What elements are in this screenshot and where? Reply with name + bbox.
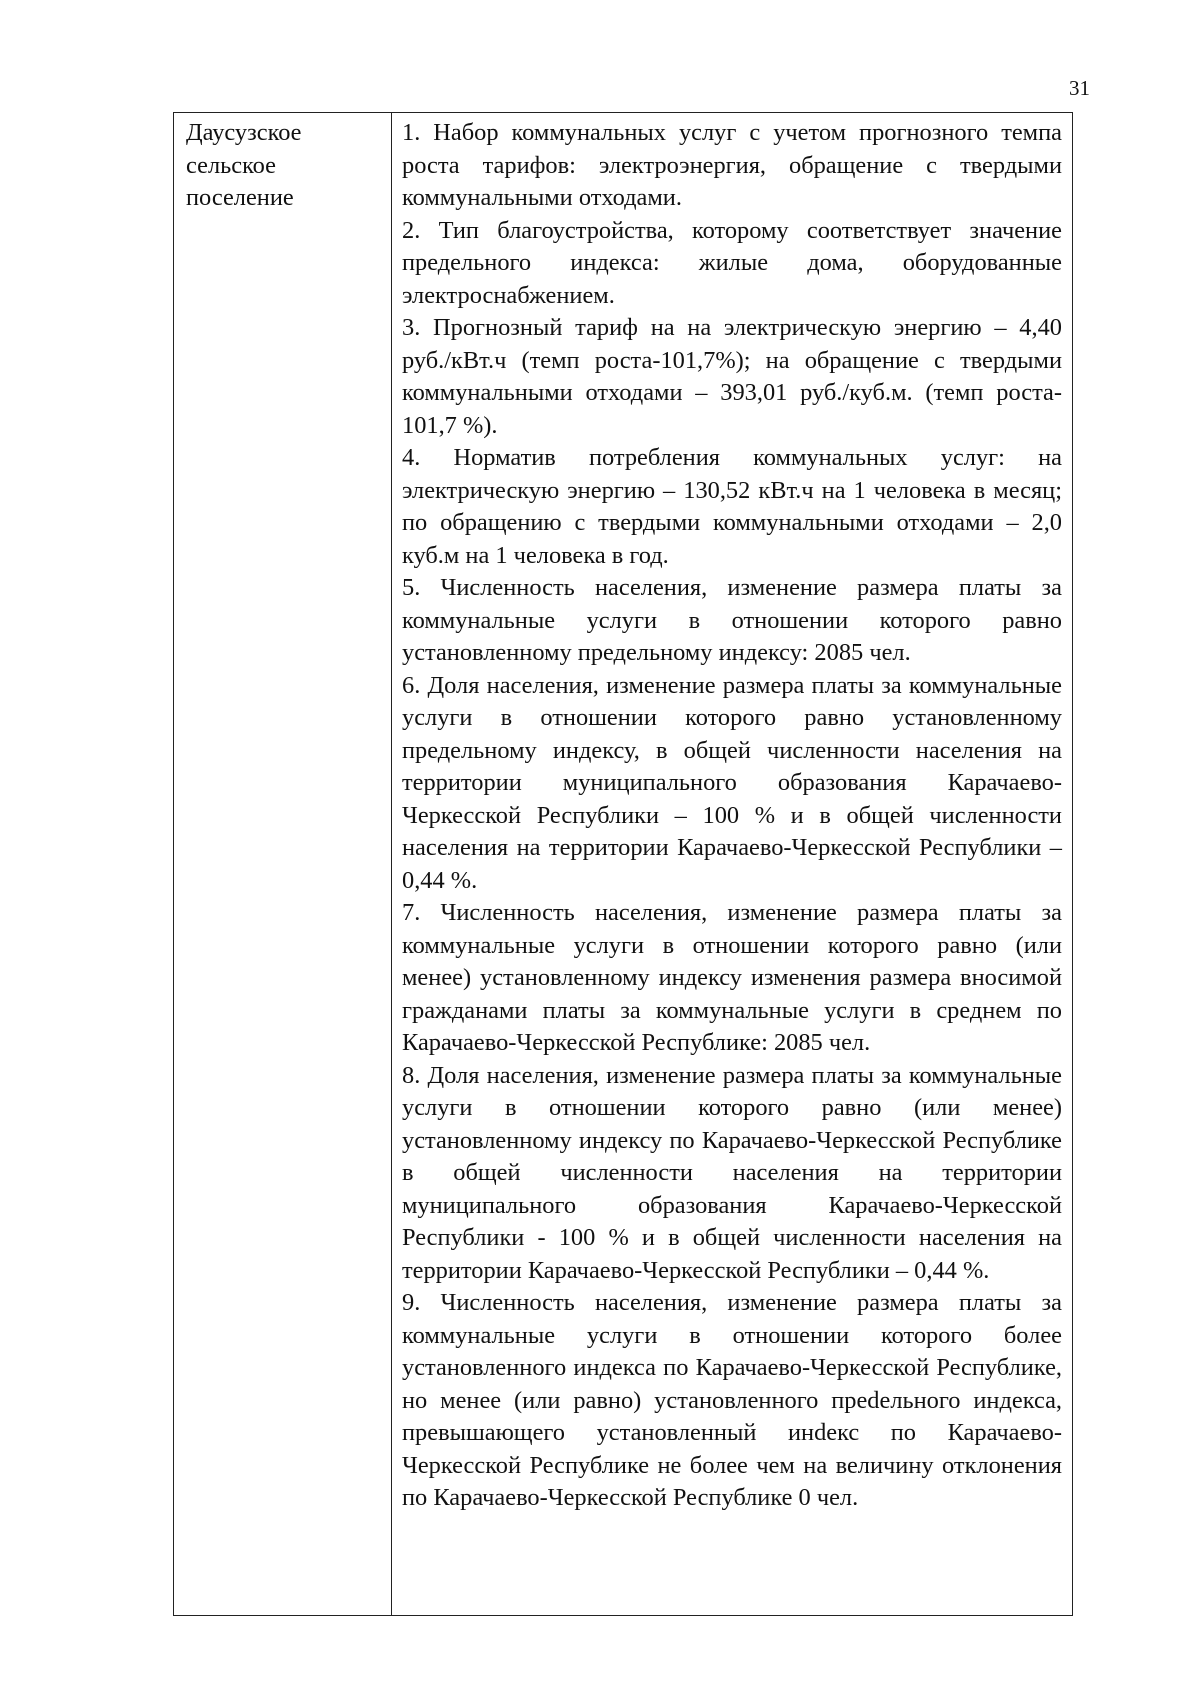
settlement-cell	[174, 113, 392, 1616]
indicators-table	[173, 112, 1073, 1616]
indicator-item-2: 2. Тип благоустройства, которому соответствует значение предельного индекса: жилые дома, оборудованные электроснабжением.	[402, 216, 1062, 309]
indicator-item-9: 9. Численность населения, изменение размера платы за коммунальные услуги в отношении которого более установленного индекса по Карачаево-Черкесской Республике, но менее (или равно) установленного преdельного индекса, превышающего установленный инdекс по Карачаево-Черкесской Республике не более чем на величину отклонения по Карачаево-Черкесской Республике 0 чел.	[402, 1289, 1062, 1511]
indicator-item-4: 4. Норматив потребления коммунальных услуг: на электрическую энергию – 130,52 кВт.ч на 1 человека в месяц; по обращению с твердыми коммунальными отходами – 2,0 куб.м на 1 человека в год.	[402, 444, 1062, 569]
indicator-item-7: 7. Численность населения, изменение размера платы за коммунальные услуги в отношении которого равно (или менее) установленному индексу изменения размера вносимой гражданами платы за коммунальные услуги в среднем по Карачаево-Черкесской Республике: 2085 чел.	[402, 899, 1062, 1056]
indicator-item-8: 8. Доля населения, изменение размера платы за коммунальные услуги в отношении которого равно (или менее) установленному индексу по Карачаево-Черкесской Республике в общей численности населения на территории муниципального образования Карачаево-Черкесской Республики - 100 % и в общей численности населения на территории Карачаево-Черкесской Республики – 0,44 %.	[402, 1061, 1062, 1284]
indicator-item-6: 6. Доля населения, изменение размера платы за коммунальные услуги в отношении которого равно установленному предельному индексу, в общей численности населения на территории муниципального образования Карачаево-Черкесской Республики – 100 % и в общей численности населения на территории Карачаево-Черкесской Республики – 0,44 %.	[402, 671, 1062, 894]
page-number: 31	[1069, 76, 1090, 100]
indicator-item-5: 5. Численность населения, изменение размера платы за коммунальные услуги в отношении которого равно установленному предельному индексу: 2085 чел.	[402, 574, 1062, 666]
settlement-name: Даусузское сельское поселение	[186, 119, 302, 211]
indicator-item-1: 1. Набор коммунальных услуг с учетом прогнозного темпа роста тарифов: электроэнергия, обращение с твердыми коммунальными отходами.	[402, 119, 1062, 211]
indicators-list	[392, 113, 1072, 1515]
indicator-item-3: 3. Прогнозный тариф на на электрическую энергию – 4,40 руб./кВт.ч (темп роста-101,7%); на обращение с твердыми коммунальными отходами – 393,01 руб./куб.м. (темп роста- 101,7 %).	[402, 314, 1062, 439]
indicators-cell	[392, 113, 1073, 1616]
table-row	[174, 113, 1073, 1616]
